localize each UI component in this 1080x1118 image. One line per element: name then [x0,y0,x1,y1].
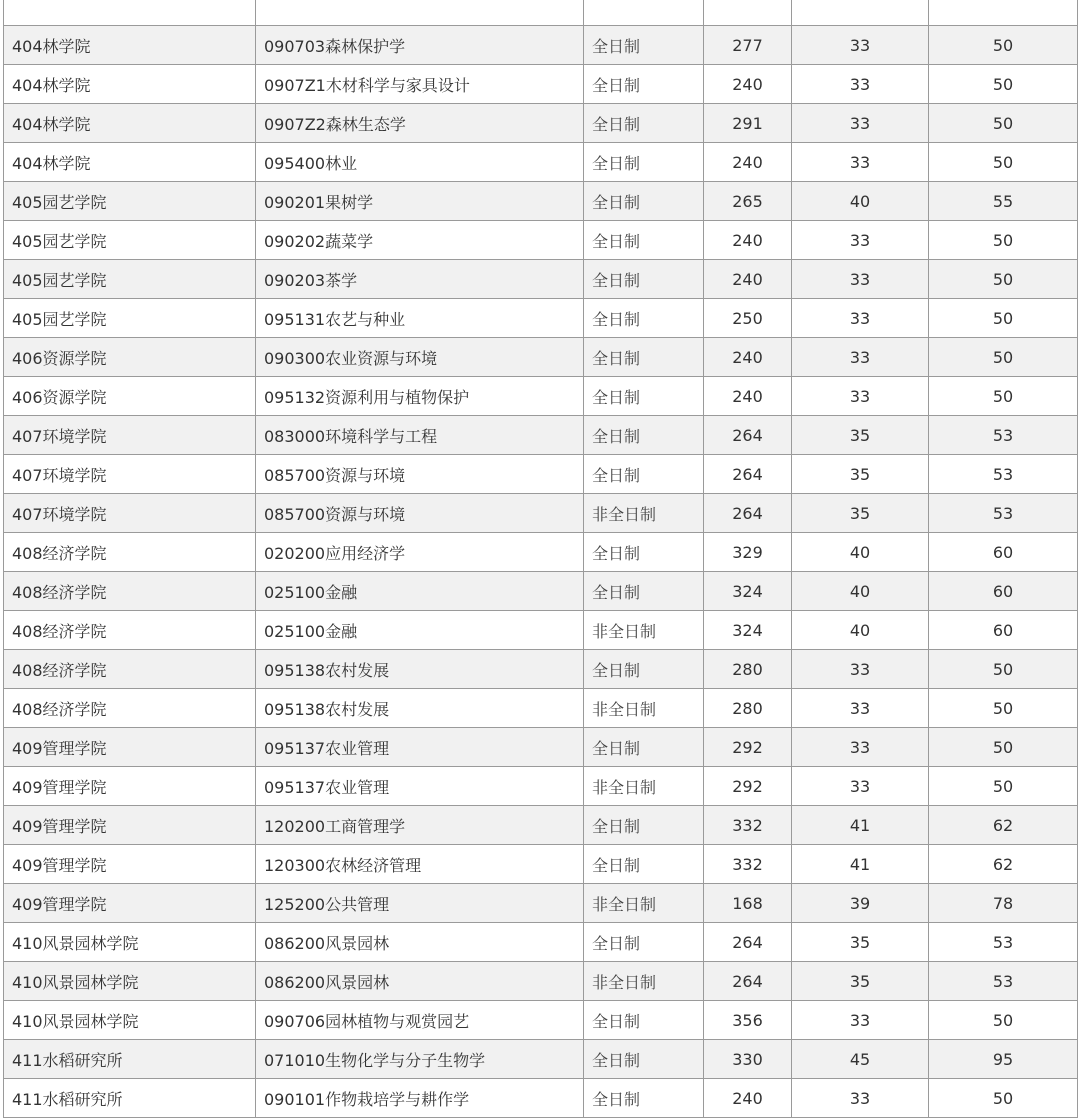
total-score-line-cell: 240 [704,377,792,416]
single-subject-line-a-cell: 33 [792,689,929,728]
single-subject-line-b-cell: 50 [929,221,1078,260]
study-mode-cell: 全日制 [584,923,704,962]
single-subject-line-a-cell: 33 [792,26,929,65]
study-mode-cell: 全日制 [584,1040,704,1079]
table-row [4,650,1078,689]
total-score-line-cell: 280 [704,650,792,689]
total-score-line-cell: 264 [704,962,792,1001]
total-score-line-cell [704,0,792,26]
study-mode-cell: 全日制 [584,650,704,689]
study-mode-cell: 全日制 [584,182,704,221]
major-cell [256,0,584,26]
major-cell: 071010生物化学与分子生物学 [256,1040,584,1079]
table-row [4,260,1078,299]
major-cell: 095138农村发展 [256,650,584,689]
study-mode-cell: 非全日制 [584,689,704,728]
major-cell: 0907Z2森林生态学 [256,104,584,143]
single-subject-line-a-cell: 33 [792,650,929,689]
table-row [4,611,1078,650]
single-subject-line-b-cell: 60 [929,611,1078,650]
college-cell: 409管理学院 [4,806,256,845]
single-subject-line-a-cell: 33 [792,299,929,338]
major-cell: 090202蔬菜学 [256,221,584,260]
total-score-line-cell: 264 [704,494,792,533]
total-score-line-cell: 240 [704,65,792,104]
study-mode-cell: 全日制 [584,416,704,455]
table-row [4,104,1078,143]
college-cell: 408经济学院 [4,533,256,572]
total-score-line-cell: 168 [704,884,792,923]
major-cell: 120200工商管理学 [256,806,584,845]
total-score-line-cell: 240 [704,1079,792,1118]
college-cell: 405园艺学院 [4,299,256,338]
study-mode-cell: 全日制 [584,455,704,494]
single-subject-line-b-cell [929,0,1078,26]
major-cell: 025100金融 [256,611,584,650]
single-subject-line-a-cell: 40 [792,611,929,650]
college-cell [4,0,256,26]
single-subject-line-a-cell: 40 [792,182,929,221]
table-row [4,845,1078,884]
total-score-line-cell: 250 [704,299,792,338]
major-cell: 095137农业管理 [256,767,584,806]
single-subject-line-a-cell: 40 [792,533,929,572]
study-mode-cell: 非全日制 [584,962,704,1001]
single-subject-line-b-cell: 50 [929,143,1078,182]
college-cell: 409管理学院 [4,767,256,806]
single-subject-line-b-cell: 50 [929,728,1078,767]
table-row [4,221,1078,260]
single-subject-line-a-cell: 33 [792,377,929,416]
major-cell: 090300农业资源与环境 [256,338,584,377]
single-subject-line-b-cell: 53 [929,494,1078,533]
score-table-body [4,0,1078,1118]
study-mode-cell: 非全日制 [584,611,704,650]
college-cell: 405园艺学院 [4,182,256,221]
total-score-line-cell: 329 [704,533,792,572]
total-score-line-cell: 240 [704,221,792,260]
major-cell: 085700资源与环境 [256,494,584,533]
single-subject-line-b-cell: 53 [929,455,1078,494]
single-subject-line-a-cell: 33 [792,767,929,806]
single-subject-line-b-cell: 50 [929,689,1078,728]
study-mode-cell: 全日制 [584,143,704,182]
study-mode-cell: 全日制 [584,728,704,767]
college-cell: 410风景园林学院 [4,962,256,1001]
study-mode-cell: 全日制 [584,104,704,143]
major-cell: 020200应用经济学 [256,533,584,572]
major-cell: 0907Z1木材科学与家具设计 [256,65,584,104]
college-cell: 404林学院 [4,104,256,143]
single-subject-line-b-cell: 50 [929,1001,1078,1040]
college-cell: 411水稻研究所 [4,1040,256,1079]
college-cell: 407环境学院 [4,494,256,533]
single-subject-line-b-cell: 50 [929,104,1078,143]
table-row [4,182,1078,221]
college-cell: 406资源学院 [4,338,256,377]
major-cell: 120300农林经济管理 [256,845,584,884]
college-cell: 409管理学院 [4,884,256,923]
college-cell: 408经济学院 [4,650,256,689]
major-cell: 095132资源利用与植物保护 [256,377,584,416]
study-mode-cell: 全日制 [584,221,704,260]
single-subject-line-b-cell: 55 [929,182,1078,221]
study-mode-cell: 全日制 [584,260,704,299]
table-row [4,1040,1078,1079]
single-subject-line-a-cell: 33 [792,221,929,260]
table-row [4,728,1078,767]
study-mode-cell: 全日制 [584,65,704,104]
study-mode-cell: 全日制 [584,338,704,377]
table-row [4,689,1078,728]
table-row [4,884,1078,923]
study-mode-cell [584,0,704,26]
total-score-line-cell: 292 [704,767,792,806]
table-row [4,767,1078,806]
single-subject-line-a-cell: 35 [792,416,929,455]
major-cell: 090101作物栽培学与耕作学 [256,1079,584,1118]
table-row [4,299,1078,338]
single-subject-line-b-cell: 50 [929,260,1078,299]
major-cell: 095400林业 [256,143,584,182]
major-cell: 095137农业管理 [256,728,584,767]
single-subject-line-a-cell: 35 [792,962,929,1001]
study-mode-cell: 全日制 [584,572,704,611]
table-row [4,0,1078,26]
table-row [4,1001,1078,1040]
single-subject-line-a-cell: 33 [792,338,929,377]
college-cell: 410风景园林学院 [4,1001,256,1040]
study-mode-cell: 全日制 [584,806,704,845]
table-row [4,455,1078,494]
college-cell: 410风景园林学院 [4,923,256,962]
study-mode-cell: 全日制 [584,377,704,416]
table-row [4,572,1078,611]
college-cell: 408经济学院 [4,572,256,611]
major-cell: 090706园林植物与观赏园艺 [256,1001,584,1040]
college-cell: 407环境学院 [4,416,256,455]
single-subject-line-a-cell: 35 [792,494,929,533]
major-cell: 085700资源与环境 [256,455,584,494]
total-score-line-cell: 265 [704,182,792,221]
single-subject-line-b-cell: 60 [929,533,1078,572]
single-subject-line-b-cell: 50 [929,26,1078,65]
single-subject-line-a-cell: 33 [792,104,929,143]
total-score-line-cell: 356 [704,1001,792,1040]
study-mode-cell: 非全日制 [584,494,704,533]
college-cell: 408经济学院 [4,689,256,728]
single-subject-line-a-cell [792,0,929,26]
table-row [4,494,1078,533]
total-score-line-cell: 264 [704,455,792,494]
study-mode-cell: 全日制 [584,26,704,65]
single-subject-line-b-cell: 62 [929,806,1078,845]
college-cell: 405园艺学院 [4,260,256,299]
single-subject-line-a-cell: 39 [792,884,929,923]
single-subject-line-a-cell: 35 [792,923,929,962]
single-subject-line-b-cell: 53 [929,962,1078,1001]
single-subject-line-a-cell: 35 [792,455,929,494]
total-score-line-cell: 292 [704,728,792,767]
college-cell: 405园艺学院 [4,221,256,260]
single-subject-line-b-cell: 50 [929,650,1078,689]
college-cell: 409管理学院 [4,845,256,884]
total-score-line-cell: 324 [704,572,792,611]
single-subject-line-b-cell: 50 [929,1079,1078,1118]
single-subject-line-b-cell: 95 [929,1040,1078,1079]
table-row [4,1079,1078,1118]
major-cell: 095138农村发展 [256,689,584,728]
single-subject-line-a-cell: 33 [792,1001,929,1040]
table-row [4,416,1078,455]
single-subject-line-b-cell: 50 [929,377,1078,416]
college-cell: 404林学院 [4,65,256,104]
college-cell: 404林学院 [4,143,256,182]
single-subject-line-b-cell: 53 [929,416,1078,455]
total-score-line-cell: 264 [704,923,792,962]
study-mode-cell: 全日制 [584,845,704,884]
single-subject-line-a-cell: 33 [792,728,929,767]
major-cell: 086200风景园林 [256,962,584,1001]
single-subject-line-b-cell: 50 [929,65,1078,104]
study-mode-cell: 全日制 [584,1001,704,1040]
total-score-line-cell: 332 [704,845,792,884]
single-subject-line-a-cell: 33 [792,1079,929,1118]
single-subject-line-b-cell: 53 [929,923,1078,962]
total-score-line-cell: 330 [704,1040,792,1079]
single-subject-line-b-cell: 50 [929,299,1078,338]
major-cell: 025100金融 [256,572,584,611]
college-cell: 407环境学院 [4,455,256,494]
single-subject-line-b-cell: 50 [929,767,1078,806]
study-mode-cell: 全日制 [584,1079,704,1118]
major-cell: 095131农艺与种业 [256,299,584,338]
major-cell: 086200风景园林 [256,923,584,962]
total-score-line-cell: 240 [704,143,792,182]
study-mode-cell: 全日制 [584,299,704,338]
major-cell: 083000环境科学与工程 [256,416,584,455]
table-row [4,143,1078,182]
total-score-line-cell: 264 [704,416,792,455]
table-row [4,962,1078,1001]
single-subject-line-a-cell: 33 [792,65,929,104]
table-row [4,923,1078,962]
college-cell: 404林学院 [4,26,256,65]
college-cell: 409管理学院 [4,728,256,767]
single-subject-line-a-cell: 45 [792,1040,929,1079]
single-subject-line-a-cell: 41 [792,806,929,845]
single-subject-line-a-cell: 41 [792,845,929,884]
single-subject-line-b-cell: 62 [929,845,1078,884]
major-cell: 090203茶学 [256,260,584,299]
single-subject-line-b-cell: 78 [929,884,1078,923]
single-subject-line-b-cell: 50 [929,338,1078,377]
college-cell: 408经济学院 [4,611,256,650]
major-cell: 125200公共管理 [256,884,584,923]
table-row [4,533,1078,572]
total-score-line-cell: 280 [704,689,792,728]
table-row [4,26,1078,65]
total-score-line-cell: 277 [704,26,792,65]
total-score-line-cell: 240 [704,260,792,299]
table-row [4,806,1078,845]
total-score-line-cell: 332 [704,806,792,845]
total-score-line-cell: 324 [704,611,792,650]
table-row [4,377,1078,416]
table-row [4,65,1078,104]
single-subject-line-a-cell: 40 [792,572,929,611]
table-row [4,338,1078,377]
total-score-line-cell: 240 [704,338,792,377]
single-subject-line-a-cell: 33 [792,260,929,299]
total-score-line-cell: 291 [704,104,792,143]
single-subject-line-a-cell: 33 [792,143,929,182]
study-mode-cell: 非全日制 [584,884,704,923]
college-cell: 411水稻研究所 [4,1079,256,1118]
study-mode-cell: 全日制 [584,533,704,572]
major-cell: 090703森林保护学 [256,26,584,65]
study-mode-cell: 非全日制 [584,767,704,806]
college-cell: 406资源学院 [4,377,256,416]
major-cell: 090201果树学 [256,182,584,221]
single-subject-line-b-cell: 60 [929,572,1078,611]
score-table [3,0,1078,1118]
